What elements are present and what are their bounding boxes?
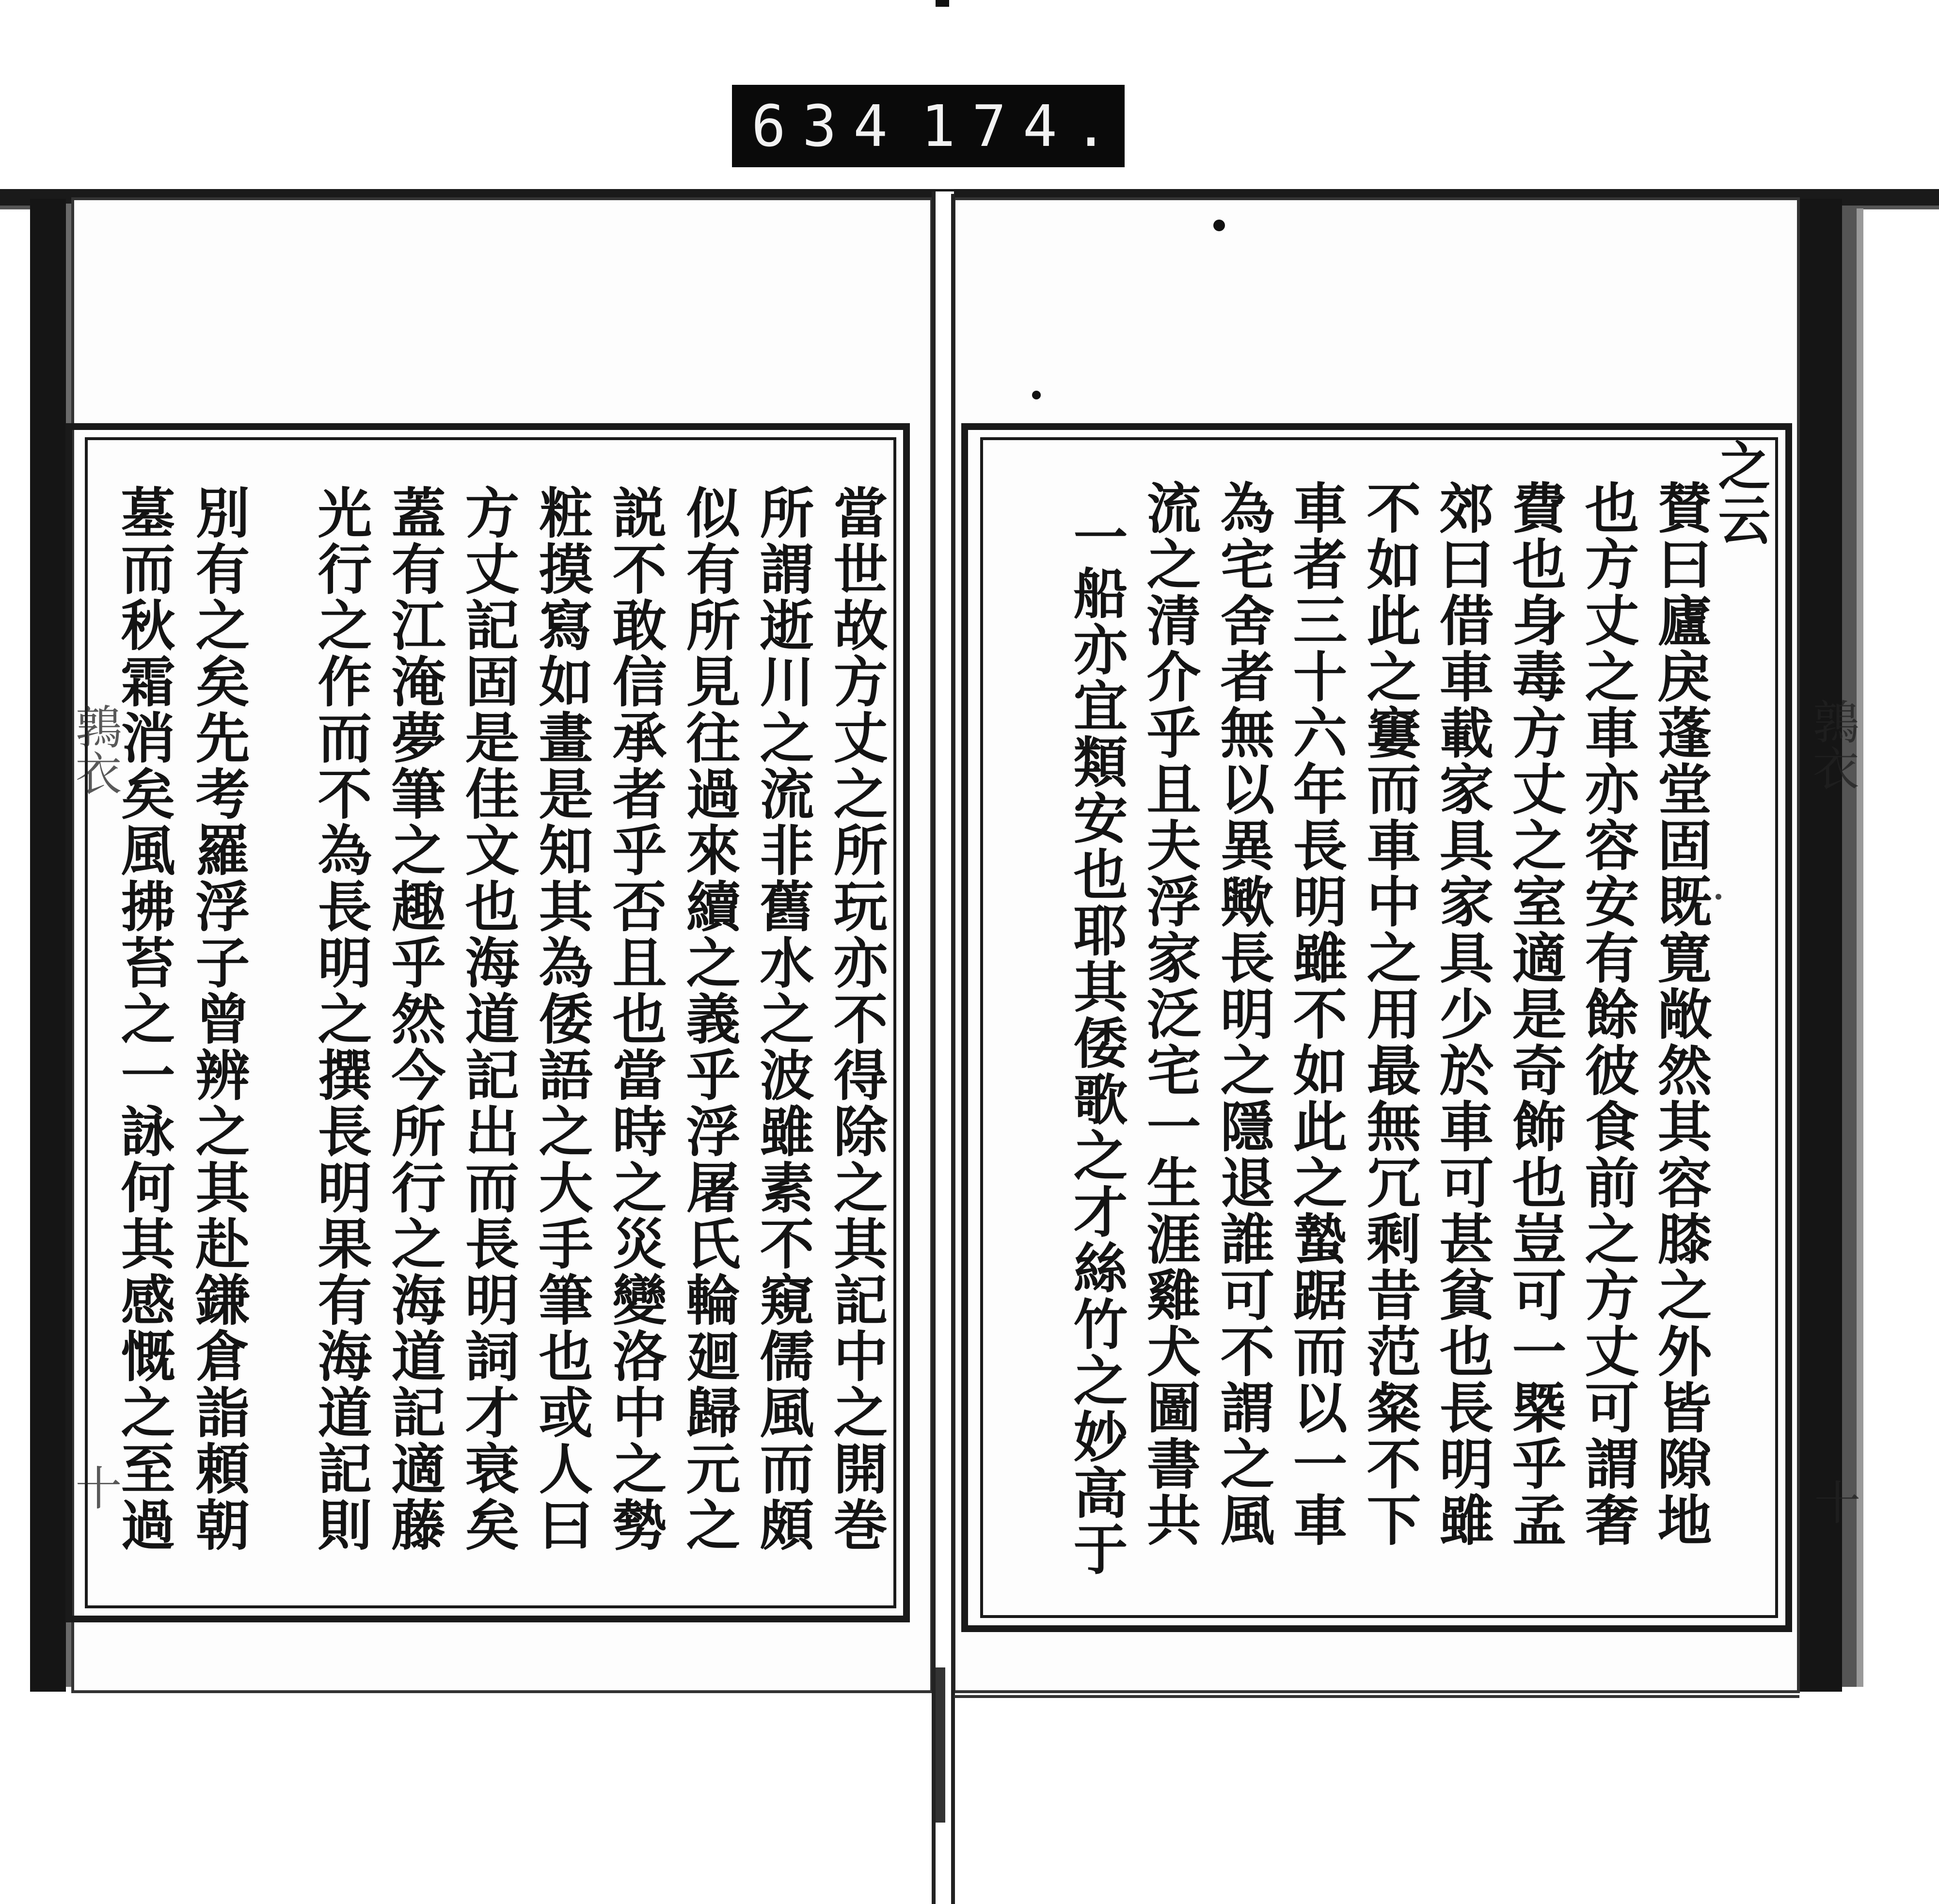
speck bbox=[1716, 894, 1721, 900]
left-page-column-4: 説不敢信承者乎否且也當時之災變洛中之勢 bbox=[604, 485, 667, 1553]
left-binding bbox=[30, 199, 66, 1692]
left-page-column-10: 墓而秋霜消矣風拂苔之一詠何其感慨之至過 bbox=[112, 485, 175, 1553]
catalogue-number-label bbox=[732, 85, 1125, 167]
right-margin-mark: 十 bbox=[1807, 1478, 1861, 1525]
gutter-ribbon bbox=[936, 1667, 945, 1823]
left-page-column-7: 蓋有江淹夢筆之趣乎然今所行之海道記適藤 bbox=[382, 485, 446, 1553]
label-right-number: 174. bbox=[921, 93, 1125, 159]
right-page-column-6: 車者三十六年長明雖不如此之蟄踞而以一車 bbox=[1284, 480, 1348, 1548]
right-page-column-7: 為宅舍者無以異歟長明之隱退誰可不謂之風 bbox=[1211, 480, 1275, 1548]
left-margin-title: 鶉衣 bbox=[68, 703, 122, 796]
left-page-column-6: 方丈記固是佳文也海道記出而長明詞才衰矣 bbox=[456, 485, 520, 1553]
speck bbox=[1213, 220, 1225, 231]
right-margin-title: 鶉衣 bbox=[1805, 698, 1860, 791]
right-page-column-1: 賛曰廬戾蓬堂固既寛敞然其容膝之外皆隙地 bbox=[1649, 480, 1712, 1548]
left-page-column-8: 光行之作而不為長明之撰長明果有海道記則 bbox=[309, 485, 372, 1553]
left-page-column-3: 似有所見往過來續之義乎浮屠氏輪廻歸元之 bbox=[677, 485, 741, 1553]
top-edge-mark bbox=[936, 0, 949, 7]
speck bbox=[1032, 391, 1041, 399]
right-page-column-2: 也方丈之車亦容安有餘彼食前之方丈可謂奢 bbox=[1576, 480, 1639, 1548]
right-page-column-3: 費也身毒方丈之室適是奇飾也豈可一槩乎孟 bbox=[1503, 480, 1567, 1548]
left-page-column-1: 當世故方丈之所玩亦不得除之其記中之開巻 bbox=[825, 485, 888, 1553]
right-page-column-9: 一船亦宜類安也耶其倭歌之才絲竹之妙高于 bbox=[1065, 509, 1128, 1577]
right-page-heading: 之云 bbox=[1709, 439, 1770, 547]
right-page-column-8: 流之清介乎且夫浮家泛宅一生涯雞犬圖書共 bbox=[1138, 480, 1201, 1548]
left-margin-mark: 十 bbox=[68, 1464, 122, 1510]
label-left-number: 634 bbox=[751, 93, 905, 159]
right-page-column-5: 不如此之窶而車中之用最無冗剩昔范粲不下 bbox=[1358, 480, 1421, 1548]
right-binding bbox=[1799, 199, 1842, 1692]
left-page-column-5: 粧摸寫如畫是知其為倭語之大手筆也或人曰 bbox=[530, 485, 593, 1553]
left-page-column-2: 所謂逝川之流非舊水之波雖素不窺儒風而頗 bbox=[751, 485, 814, 1553]
right-page-column-4: 郊曰借車載家具家具少於車可甚貧也長明雖 bbox=[1430, 480, 1494, 1548]
left-page-column-9: 別有之矣先考羅浮子曾辨之其赴鎌倉詣頼朝 bbox=[187, 485, 250, 1553]
